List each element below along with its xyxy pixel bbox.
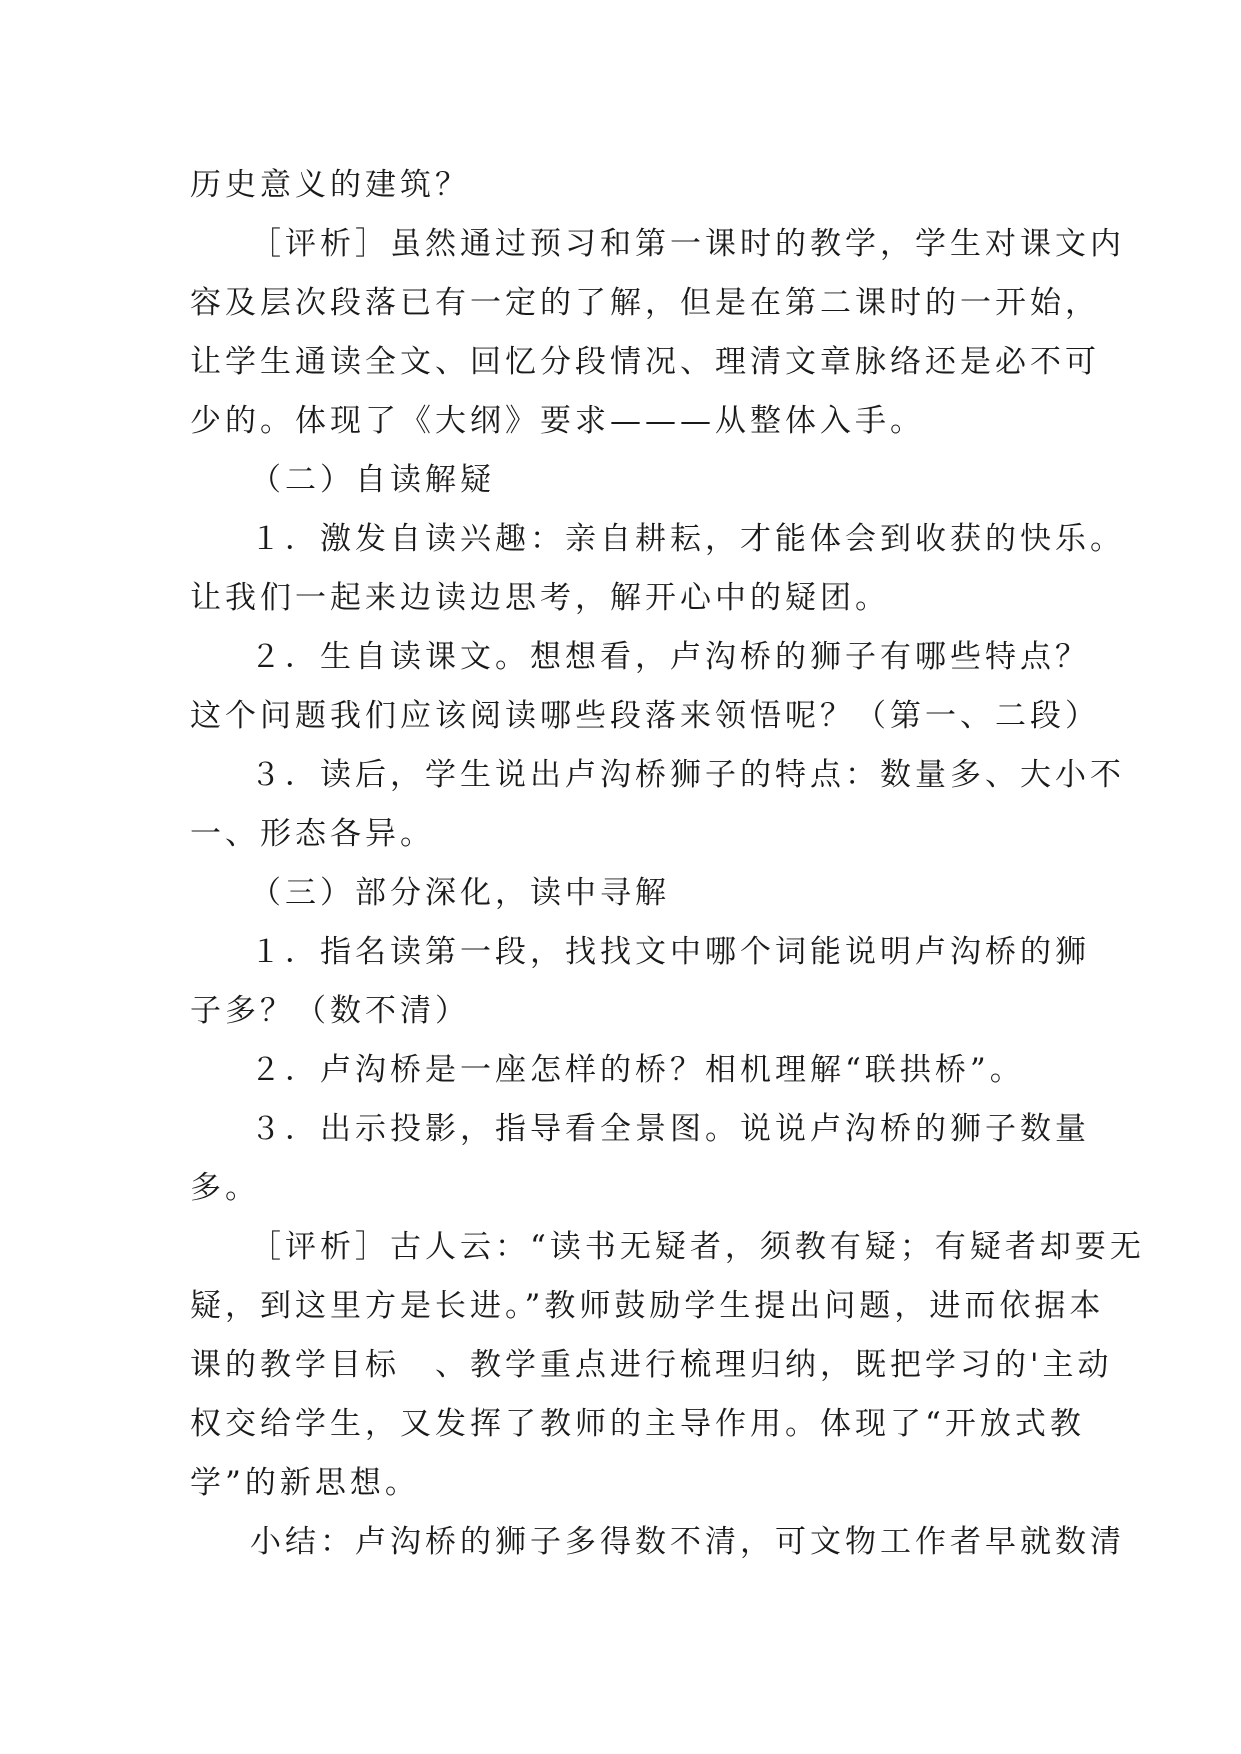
text-line: 容及层次段落已有一定的了解，但是在第二课时的一开始， — [190, 285, 1100, 321]
text-line: 少的。体现了《大纲》要求———从整体入手。 — [190, 403, 925, 439]
text-line: 让学生通读全文、回忆分段情况、理清文章脉络还是必不可 — [190, 344, 1100, 380]
text-line: ３．读后，学生说出卢沟桥狮子的特点：数量多、大小不 — [250, 757, 1125, 793]
text-line: （二）自读解疑 — [250, 462, 495, 498]
text-line: 学”的新思想。 — [190, 1465, 420, 1501]
text-line: ［评析］古人云：“读书无疑者，须教有疑；有疑者却要无 — [250, 1229, 1145, 1265]
text-line: 这个问题我们应该阅读哪些段落来领悟呢？（第一、二段） — [190, 698, 1100, 734]
text-line: ３．出示投影，指导看全景图。说说卢沟桥的狮子数量 — [250, 1111, 1090, 1147]
text-line: 一、形态各异。 — [190, 816, 435, 852]
text-line: １．激发自读兴趣：亲自耕耘，才能体会到收获的快乐。 — [250, 521, 1125, 557]
text-line: （三）部分深化，读中寻解 — [250, 875, 670, 911]
text-line: ２．卢沟桥是一座怎样的桥？相机理解“联拱桥”。 — [250, 1052, 1025, 1088]
text-line: 小结：卢沟桥的狮子多得数不清，可文物工作者早就数清 — [250, 1524, 1125, 1560]
text-line: 课的教学目标 、教学重点进行梳理归纳，既把学习的'主动 — [190, 1347, 1113, 1383]
text-line: 子多？（数不清） — [190, 993, 470, 1029]
text-line: ［评析］虽然通过预习和第一课时的教学，学生对课文内 — [250, 226, 1125, 262]
text-line: １．指名读第一段，找找文中哪个词能说明卢沟桥的狮 — [250, 934, 1090, 970]
text-line: 让我们一起来边读边思考，解开心中的疑团。 — [190, 580, 890, 616]
text-line: 多。 — [190, 1170, 260, 1206]
text-line: ２．生自读课文。想想看，卢沟桥的狮子有哪些特点？ — [250, 639, 1090, 675]
text-line: 权交给学生，又发挥了教师的主导作用。体现了“开放式教 — [190, 1406, 1085, 1442]
text-line: 疑，到这里方是长进。”教师鼓励学生提出问题，进而依据本 — [190, 1288, 1105, 1324]
text-line: 历史意义的建筑？ — [190, 167, 470, 203]
